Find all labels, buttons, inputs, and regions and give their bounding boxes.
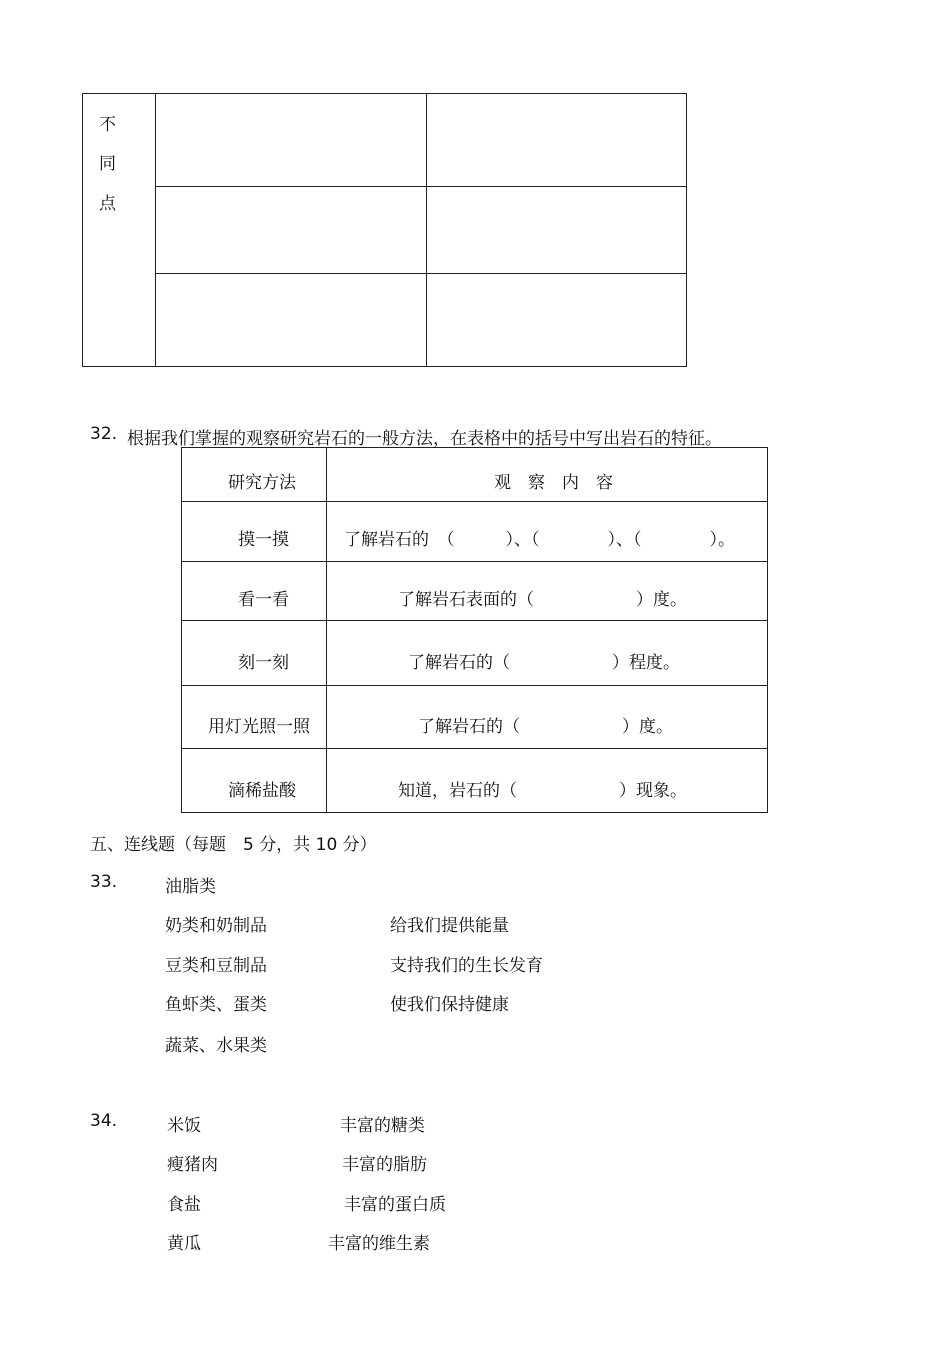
row-label-char: 不 — [99, 115, 116, 135]
match-left-item: 瘦猪肉 — [167, 1155, 218, 1175]
content-cell: 了解岩石的（ ）度。 — [418, 717, 673, 737]
header-content: 观 察 内 容 — [494, 473, 613, 493]
method-cell: 用灯光照一照 — [208, 717, 310, 737]
content-cell: 知道，岩石的（ ）现象。 — [398, 781, 687, 801]
match-left-item: 油脂类 — [165, 877, 216, 897]
match-right-item: 丰富的糖类 — [340, 1116, 425, 1136]
match-left-item: 蔬菜、水果类 — [165, 1036, 267, 1056]
rock-observation-table — [181, 447, 768, 813]
match-left-item: 奶类和奶制品 — [165, 916, 267, 936]
header-method: 研究方法 — [228, 473, 296, 493]
content-cell: 了解岩石的 （ ）、（ ）、（ ）。 — [344, 530, 735, 550]
row-label-char: 点 — [99, 194, 116, 214]
match-right-item: 使我们保持健康 — [390, 995, 509, 1015]
match-left-item: 食盐 — [167, 1195, 201, 1215]
content-cell: 了解岩石表面的（ ）度。 — [398, 590, 687, 610]
table-divider — [182, 561, 767, 562]
match-right-item: 丰富的脂肪 — [342, 1155, 427, 1175]
method-cell: 滴稀盐酸 — [228, 781, 296, 801]
match-right-item: 丰富的维生素 — [328, 1234, 430, 1254]
row-label-char: 同 — [99, 154, 116, 174]
section-title: 五、连线题（每题 5 分，共 10 分） — [90, 835, 377, 855]
table-divider — [155, 94, 156, 366]
table-divider — [155, 186, 686, 187]
match-right-item: 支持我们的生长发育 — [390, 956, 543, 976]
question-text: 根据我们掌握的观察研究岩石的一般方法，在表格中的括号中写出岩石的特征。 — [127, 429, 722, 449]
method-cell: 刻一刻 — [238, 653, 289, 673]
match-right-item: 丰富的蛋白质 — [344, 1195, 446, 1215]
method-cell: 看一看 — [238, 590, 289, 610]
method-cell: 摸一摸 — [238, 530, 289, 550]
match-left-item: 鱼虾类、蛋类 — [165, 995, 267, 1015]
table-divider — [182, 748, 767, 749]
question-number: 33. — [90, 872, 118, 892]
match-left-item: 米饭 — [167, 1116, 201, 1136]
table-divider — [182, 620, 767, 621]
table-divider — [155, 273, 686, 274]
match-left-item: 黄瓜 — [167, 1234, 201, 1254]
table-divider — [182, 685, 767, 686]
content-cell: 了解岩石的（ ）程度。 — [408, 653, 680, 673]
question-number: 34. — [90, 1111, 118, 1131]
table-divider — [426, 94, 427, 366]
match-left-item: 豆类和豆制品 — [165, 956, 267, 976]
match-right-item: 给我们提供能量 — [390, 916, 509, 936]
table-divider — [326, 448, 327, 812]
table-divider — [182, 501, 767, 502]
question-number: 32. — [90, 424, 118, 444]
comparison-table — [82, 93, 687, 367]
